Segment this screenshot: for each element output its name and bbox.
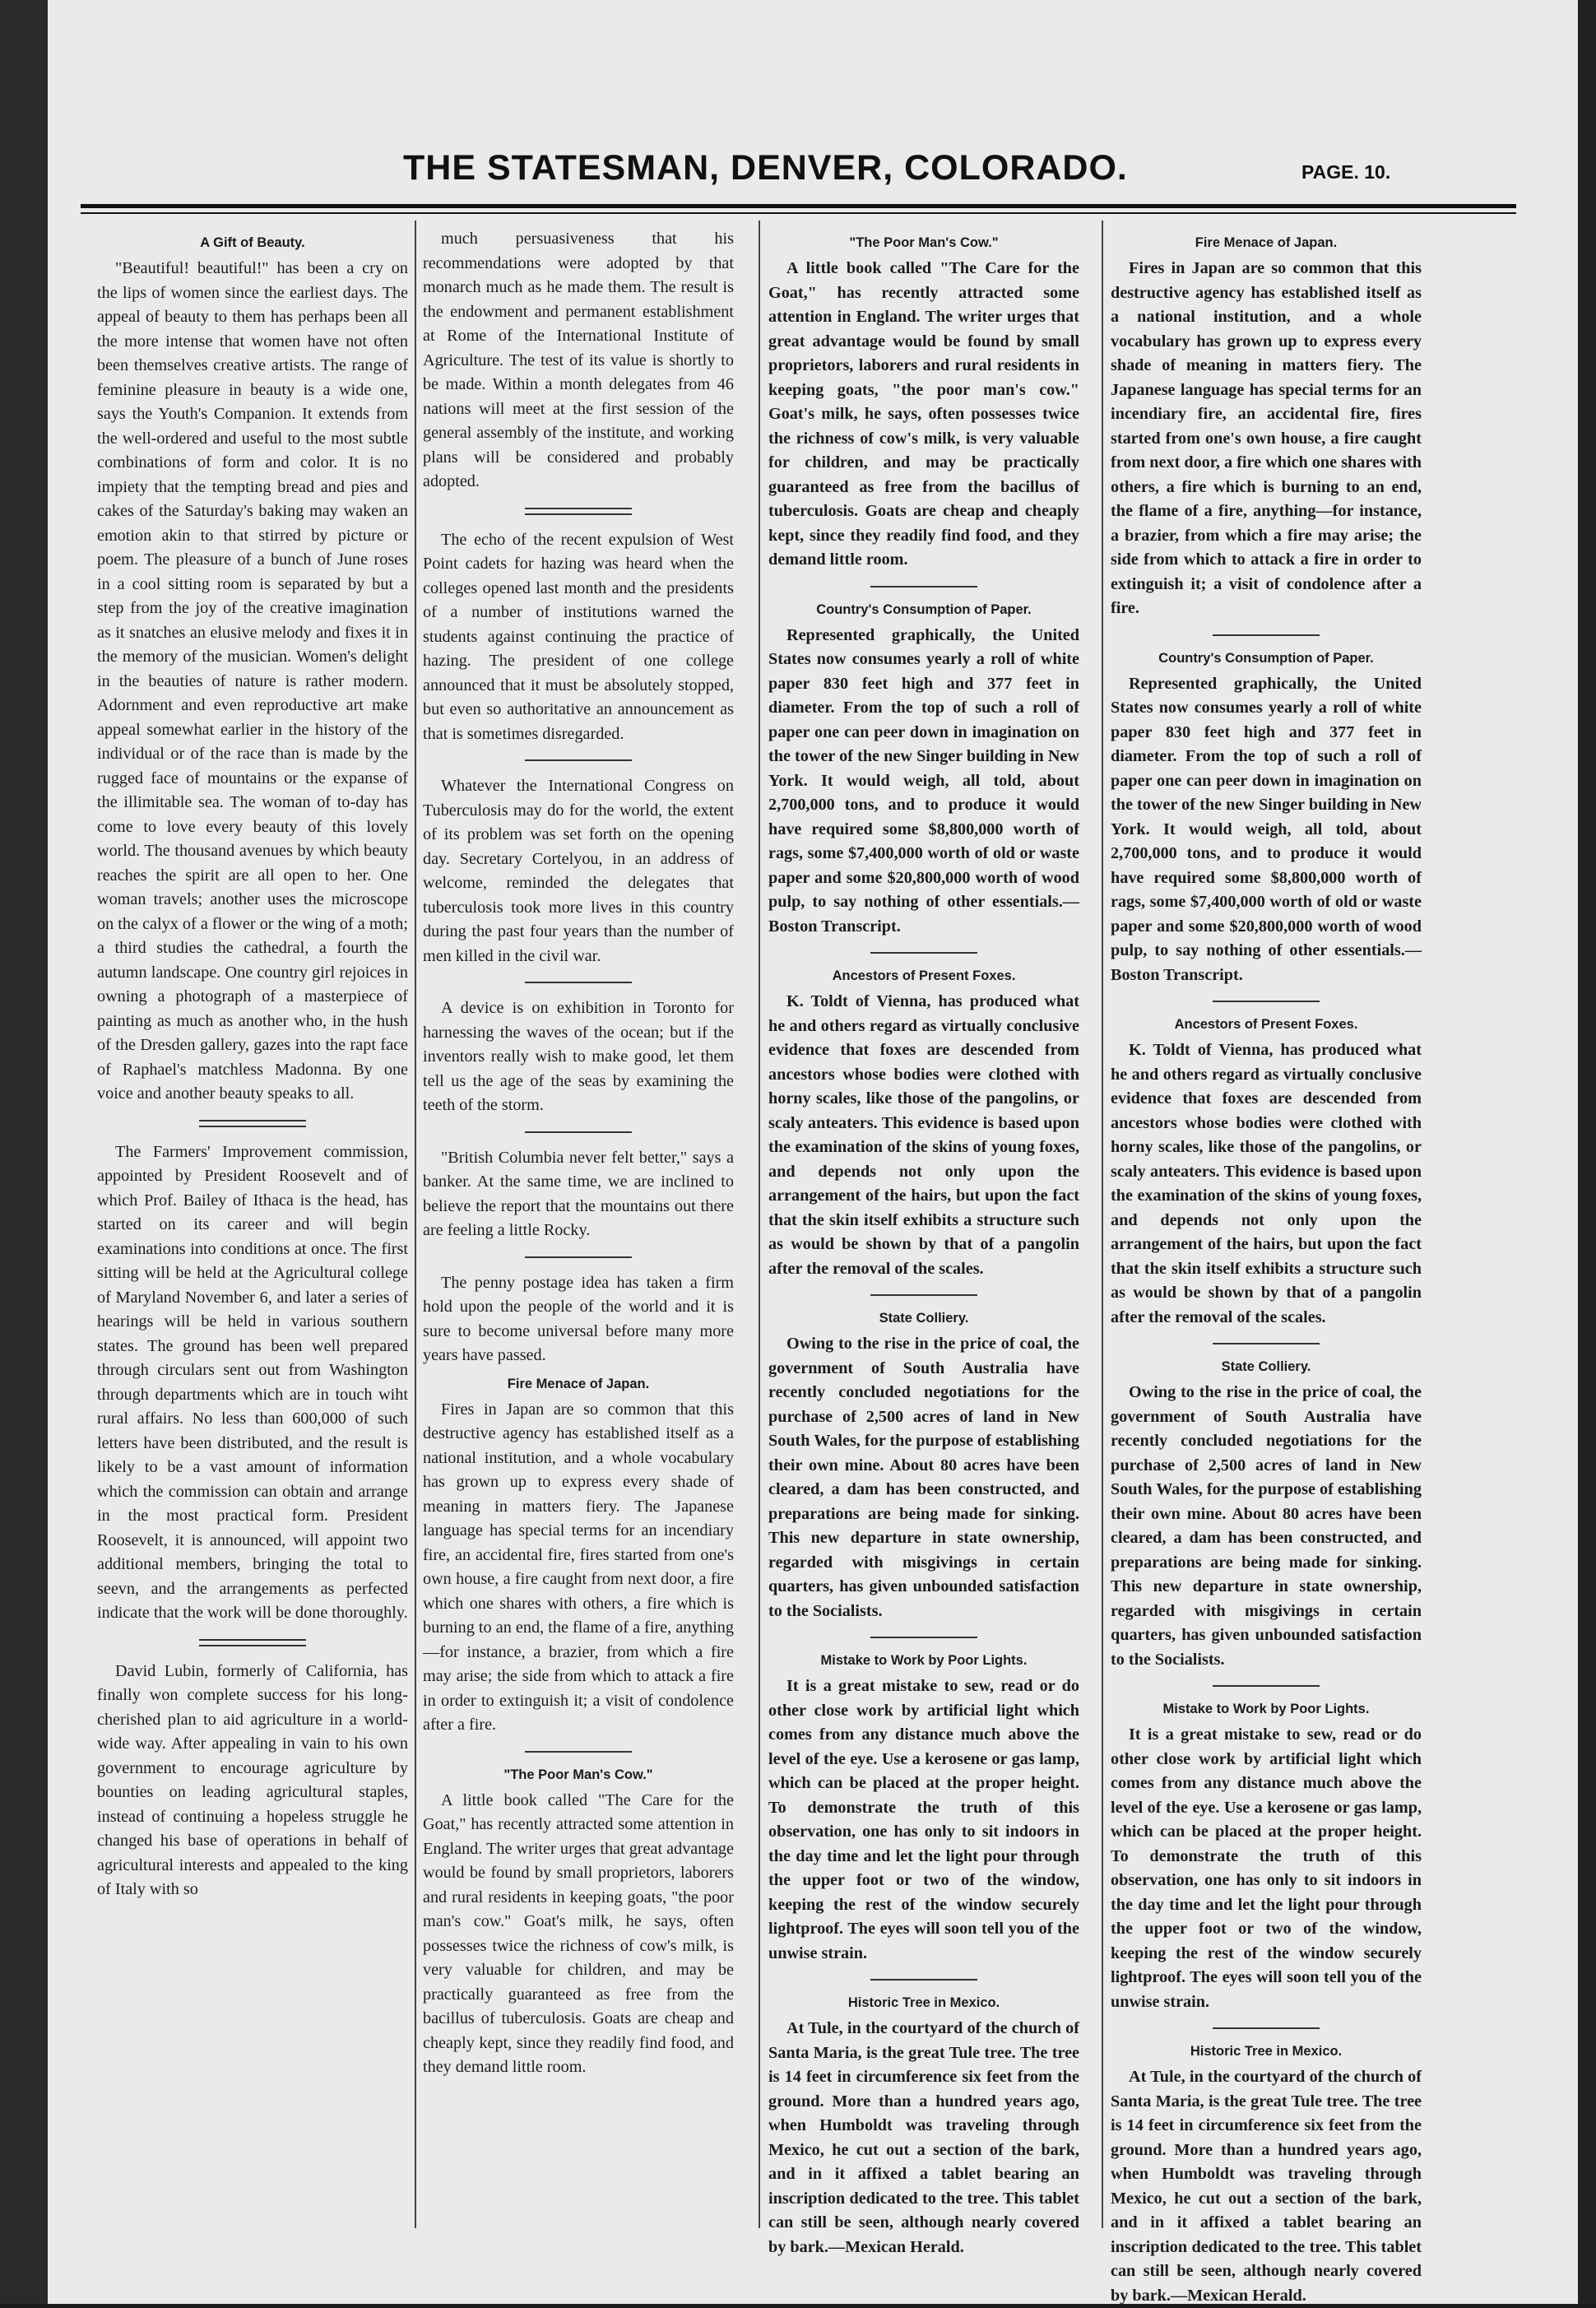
article-paragraph: Represented graphically, the United States now consumes yearly a roll of white paper 830 feet high and 377 feet in diameter. From the top of such a roll of paper one can peer down in imagination on the tower of the new Singer building in New York. It would weigh, all told, about 2,700,000 tons, and to produce it would have required some $8,800,000 worth of rags, some $7,400,000 worth of old or waste paper and some $20,800,000 worth of wood pulp, to say nothing of other essentials.—Boston Transcript.	[1111, 674, 1422, 984]
column-4	[1111, 227, 1422, 2305]
article-paragraph: Owing to the rise in the price of coal, the government of South Australia have recently concluded negotiations for the purchase of 2,500 acres of land in New South Wales, for the purpose of establishing their own mine. About 80 acres have been cleared, a dam has been constructed, and preparations are being made for sinking. This new departure in state ownership, regarded with misgivings in certain quarters, has given unbounded satisfaction to the Socialists.	[1111, 1383, 1422, 1669]
article-separator	[1213, 634, 1320, 636]
article-paragraph: Whatever the International Congress on Tuberculosis may do for the world, the extent of its problem was set forth on the opening day. Secretary Cortelyou, in an address of welcome, reminded the delegates that tuberculosis took more lives in this country during the past four years than the number of men killed in the civil war.	[423, 777, 734, 965]
article-separator	[870, 586, 977, 587]
column-1	[97, 227, 408, 2222]
article-headline: Country's Consumption of Paper.	[1158, 650, 1374, 666]
article-separator	[1213, 2027, 1320, 2029]
masthead-title: THE STATESMAN, DENVER, COLORADO.	[403, 148, 1128, 188]
article-paragraph: Fires in Japan are so common that this destructive agency has established itself as a national institution, and a whole vocabulary has grown up to express every shade of meaning in matters fiery. The Japanese language has special terms for an incendiary fire, an accidental fire, fires started from one's own house, a fire caught from next door, a fire which one shares with others, a fire which is burning to an end, the flame of a fire, anything—for instance, a brazier, from which a fire may arise; the side from which to attack a fire in order to extinguish it; a visit of condolence after a fire.	[1111, 259, 1422, 617]
article-headline: Country's Consumption of Paper.	[816, 601, 1032, 617]
page-number: PAGE. 10.	[1301, 161, 1391, 183]
masthead-rule-thin	[81, 212, 1516, 214]
article-paragraph: Represented graphically, the United States now consumes yearly a roll of white paper 830 feet high and 377 feet in diameter. From the top of such a roll of paper one can peer down in imagination on the tower of the new Singer building in New York. It would weigh, all told, about 2,700,000 tons, and to produce it would have required some $8,800,000 worth of rags, some $7,400,000 worth of old or waste paper and some $20,800,000 worth of wood pulp, to say nothing of other essentials.—Boston Transcript.	[768, 625, 1079, 936]
scan-right-edge	[1578, 0, 1596, 2304]
article-headline: State Colliery.	[1221, 1359, 1311, 1374]
article-headline: Historic Tree in Mexico.	[847, 1995, 1000, 2010]
article-separator	[1213, 1001, 1320, 1002]
article-paragraph: much persuasiveness that his recommendations were adopted by that monarch much as he made them. The result is the endowment and permanent establishment at Rome of the International Institute of Agriculture. The test of its value is shortly to be made. Within a month delegates from 46 nations will meet at the first session of the general assembly of the institute, and working plans will be considered and probably adopted.	[423, 230, 734, 490]
article-paragraph: "British Columbia never felt better," says a banker. At the same time, we are inclined to believe the report that the mountains out there are feeling a little Rocky.	[423, 1148, 734, 1239]
article-headline: Fire Menace of Japan.	[507, 1376, 650, 1391]
article-separator	[525, 1751, 632, 1753]
article-paragraph: Owing to the rise in the price of coal, the government of South Australia have recently concluded negotiations for the purchase of 2,500 acres of land in New South Wales, for the purpose of establishing their own mine. About 80 acres have been cleared, a dam has been constructed, and preparations are being made for sinking. This new departure in state ownership, regarded with misgivings in certain quarters, has given unbounded satisfaction to the Socialists.	[768, 1335, 1079, 1620]
article-separator	[1213, 1343, 1320, 1344]
article-paragraph: At Tule, in the courtyard of the church of Santa Maria, is the great Tule tree. The tree is 14 feet in circumference six feet from the ground. More than a hundred years ago, when Humboldt was traveling through Mexico, he cut out a section of the bark, and in it affixed a tablet bearing an inscription dedicated to the tree. This tablet can still be seen, although nearly covered by bark.—Mexican Herald.	[1111, 2068, 1422, 2305]
column-divider	[759, 221, 760, 2228]
article-headline: State Colliery.	[879, 1311, 969, 1326]
article-paragraph: A device is on exhibition in Toronto for harnessing the waves of the ocean; but if the inventors really wish to make good, let them tell us the age of the seas by examining the teeth of the storm.	[423, 999, 734, 1114]
article-headline: Fire Menace of Japan.	[1195, 235, 1338, 250]
masthead-rule-thick	[81, 204, 1516, 208]
article-paragraph: Fires in Japan are so common that this destructive agency has established itself as a national institution, and a whole vocabulary has grown up to express every shade of meaning in matters fiery. The Japanese language has special terms for an incendiary fire, an accidental fire, fires started from one's own house, a fire caught from next door, a fire which one shares with others, a fire which is burning to an end, the flame of a fire, anything—for instance, a brazier, from which a fire may arise; the side from which to attack a fire in order to extinguish it; a visit of condolence after a fire.	[423, 1400, 734, 1734]
article-paragraph: "Beautiful! beautiful!" has been a cry on the lips of women since the earliest days. The appeal of beauty to them has perhaps been all the more intense that women have not often been themselves creative artists. The range of feminine pleasure in beauty is a wide one, says the Youth's Companion. It extends from the well-ordered and useful to the most subtle combinations of form and color. It is no impiety that the tempting bread and pies and cakes of the Saturday's baking may waken an emotion akin to that stirred by picture or poem. The pleasure of a bunch of June roses in a cool sitting room is separated by but a step from the joy of the creative imagination as it snatches an elusive melody and fixes it in the memory of the musician. Women's delight in the beauties of nature is rather modern. Adornment and even reproductive art make appeal somewhat earlier in the history of the individual or of the race than is made by the rugged face of mountains or the expanse of the illimitable sea. The woman of to-day has come to love every beauty of this lovely world. The thousand avenues by which beauty reaches the spirit are all open to her. One woman travels; another uses the microscope on the calyx of a flower or the wing of a moth; a third studies the cathedral, a fourth the autumn landscape. One country girl rejoices in owning a photograph of a masterpiece of painting as much as another who, in the hush of the Dresden gallery, gazes into the rapt face of Raphael's matchless Madonna. By one voice and another beauty speaks to all.	[97, 259, 408, 1103]
article-separator	[525, 982, 632, 983]
article-separator	[525, 508, 632, 515]
column-divider	[415, 221, 416, 2228]
article-paragraph: David Lubin, formerly of California, has finally won complete success for his long-cherished plan to aid agriculture in a world-wide way. After appealing in vain to his own government to encourage agriculture by bounties on leading agricultural staples, instead of continuing a hopeless struggle he changed his base of operations in behalf of agricultural interests and appealed to the king of Italy with so	[97, 1661, 408, 1898]
article-separator	[870, 1637, 977, 1638]
column-2	[423, 227, 734, 2222]
scan-left-edge	[0, 0, 48, 2304]
article-separator	[525, 1256, 632, 1258]
article-paragraph: It is a great mistake to sew, read or do other close work by artificial light which comes from any distance much above the level of the eye. Use a kerosene or gas lamp, which can be placed at the proper height. To demonstrate the truth of this observation, one has only to sit indoors in the day time and let the light pour through the upper foot or two of the window, keeping the rest of the window securely lightproof. The eyes will soon tell you of the unwise strain.	[1111, 1725, 1422, 2011]
article-separator	[870, 1294, 977, 1296]
article-separator	[199, 1120, 306, 1127]
article-paragraph: The penny postage idea has taken a firm hold upon the people of the world and it is sure to become universal before many more years have passed.	[423, 1273, 734, 1364]
article-paragraph: At Tule, in the courtyard of the church of Santa Maria, is the great Tule tree. The tree is 14 feet in circumference six feet from the ground. More than a hundred years ago, when Humboldt was traveling through Mexico, he cut out a section of the bark, and in it affixed a tablet bearing an inscription dedicated to the tree. This tablet can still be seen, although nearly covered by bark.—Mexican Herald.	[768, 2019, 1079, 2256]
column-divider	[1102, 221, 1103, 2228]
article-separator	[1213, 1685, 1320, 1687]
article-paragraph: The echo of the recent expulsion of West Point cadets for hazing was heard when the colleges opened last month and the presidents of a number of institutions warned the students against continuing the practice of hazing. The president of one college announced that it must be absolutely stopped, but even so authoritative an announcement as that is sometimes disregarded.	[423, 530, 734, 743]
article-headline: "The Poor Man's Cow."	[849, 235, 999, 250]
article-headline: Mistake to Work by Poor Lights.	[1162, 1702, 1370, 1716]
article-headline: Ancestors of Present Foxes.	[832, 968, 1016, 983]
article-paragraph: K. Toldt of Vienna, has produced what he and others regard as virtually conclusive evidence that foxes are descended from ancestors whose bodies were clothed with horny scales, like those of the pangolins, or scaly anteaters. This evidence is based upon the examination of the skins of young foxes, and depends not only upon the arrangement of the hairs, but upon the fact that the skin itself exhibits a structure such as would be shown by that of a pangolin after the removal of the scales.	[768, 992, 1079, 1278]
article-headline: Mistake to Work by Poor Lights.	[820, 1653, 1028, 1668]
article-separator	[870, 952, 977, 954]
article-paragraph: A little book called "The Care for the Goat," has recently attracted some attention in England. The writer urges that great advantage would be found by small proprietors, laborers and rural residents in keeping goats, "the poor man's cow." Goat's milk, he says, often possesses twice the richness of cow's milk, is very valuable for children, and may be practically guaranteed as free from the bacillus of tuberculosis. Goats are cheap and cheaply kept, since they readily find food, and they demand little room.	[768, 259, 1079, 569]
article-separator	[525, 1131, 632, 1133]
article-headline: A Gift of Beauty.	[200, 235, 305, 250]
article-paragraph: A little book called "The Care for the Goat," has recently attracted some attention in England. The writer urges that great advantage would be found by small proprietors, laborers and rural residents in keeping goats, "the poor man's cow." Goat's milk, he says, often possesses twice the richness of cow's milk, is very valuable for children, and may be practically guaranteed as free from the bacillus of tuberculosis. Goats are cheap and cheaply kept, since they readily find food, and they demand little room.	[423, 1790, 734, 2076]
article-paragraph: The Farmers' Improvement commission, appointed by President Roosevelt and of which Prof. Bailey of Ithaca is the head, has started on its career and will begin examinations into conditions at once. The first sitting will be held at the Agricultural college of Maryland November 6, and later a series of hearings will be held in various southern states. The ground has been well prepared through circulars sent out from Washington through departments which are in touch wiht rural affairs. No less than 600,000 of such letters have been distributed, and the result is likely to be a vast amount of information which the commission can obtain and arrange in the most practical form. President Roosevelt, it is announced, will appoint two additional members, bringing the total to seevn, and the arrangements as perfected indicate that the work will be done thoroughly.	[97, 1142, 408, 1622]
article-paragraph: K. Toldt of Vienna, has produced what he and others regard as virtually conclusive evidence that foxes are descended from ancestors whose bodies were clothed with horny scales, like those of the pangolins, or scaly anteaters. This evidence is based upon the examination of the skins of young foxes, and depends not only upon the arrangement of the hairs, but upon the fact that the skin itself exhibits a structure such as would be shown by that of a pangolin after the removal of the scales.	[1111, 1041, 1422, 1326]
article-paragraph: It is a great mistake to sew, read or do other close work by artificial light which comes from any distance much above the level of the eye. Use a kerosene or gas lamp, which can be placed at the proper height. To demonstrate the truth of this observation, one has only to sit indoors in the day time and let the light pour through the upper foot or two of the window, keeping the rest of the window securely lightproof. The eyes will soon tell you of the unwise strain.	[768, 1677, 1079, 1962]
article-headline: "The Poor Man's Cow."	[503, 1767, 653, 1782]
column-3	[768, 227, 1079, 2256]
article-headline: Historic Tree in Mexico.	[1190, 2044, 1343, 2059]
article-headline: Ancestors of Present Foxes.	[1174, 1017, 1358, 1032]
article-separator	[525, 759, 632, 761]
article-separator	[870, 1979, 977, 1981]
article-separator	[199, 1639, 306, 1646]
